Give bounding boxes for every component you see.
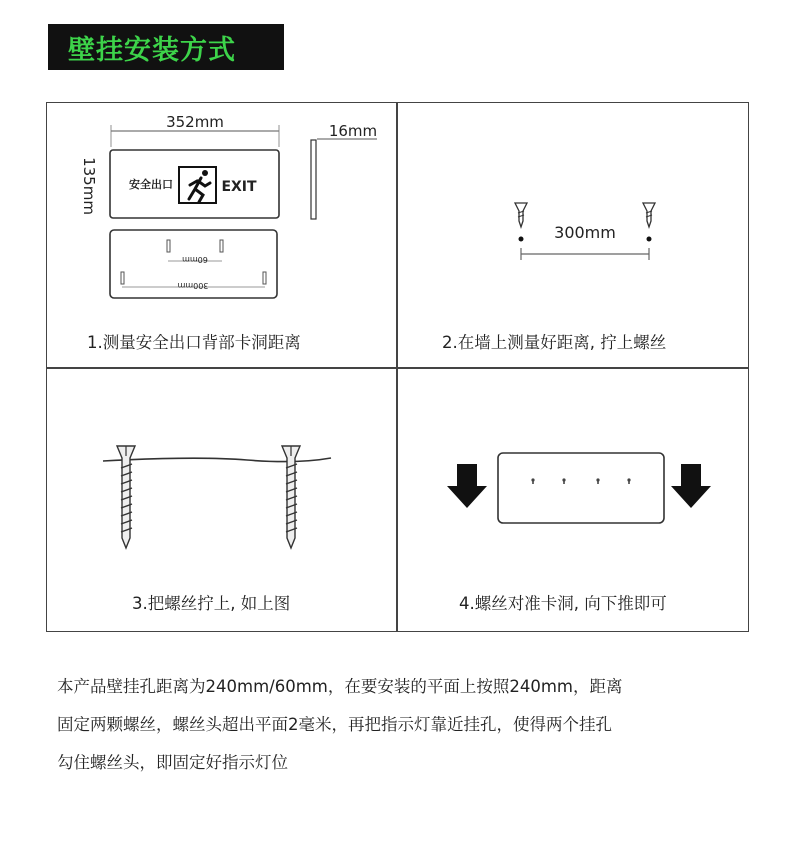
wall-surface xyxy=(103,458,331,462)
step-1-cell xyxy=(47,103,396,367)
sign-cn-text: 安全出口 xyxy=(129,178,173,191)
step-1-diagram xyxy=(47,103,396,367)
step-4-cell xyxy=(397,368,749,632)
step-2-caption: 2.在墙上测量好距离, 拧上螺丝 xyxy=(442,333,667,352)
installation-steps-grid xyxy=(46,102,749,632)
sign-back-panel xyxy=(498,453,664,523)
description-line: 本产品壁挂孔距离为240mm/60mm，在要安装的平面上按照240mm，距离 xyxy=(57,677,623,696)
screw-icon xyxy=(643,203,655,242)
back-label-300: 300mm xyxy=(177,281,209,290)
depth-dimension-label: 16mm xyxy=(328,122,378,140)
sign-en-text: EXIT xyxy=(221,179,257,195)
screw-icon xyxy=(515,203,527,242)
arrow-down-icon xyxy=(671,464,711,508)
section-title xyxy=(48,24,284,70)
description-line: 固定两颗螺丝，螺丝头超出平面2毫米，再把指示灯靠近挂孔，使得两个挂孔 xyxy=(57,715,612,734)
width-dimension-label: 352mm xyxy=(166,113,224,131)
step-3-caption: 3.把螺丝拧上, 如上图 xyxy=(132,594,291,613)
section-title-text: 壁挂安装方式 xyxy=(68,34,236,66)
description-line: 勾住螺丝头，即固定好指示灯位 xyxy=(57,753,288,772)
height-dimension-label: 135mm xyxy=(80,157,98,215)
step-3-cell xyxy=(47,368,396,632)
step-2-diagram xyxy=(397,103,749,367)
distance-label: 300mm xyxy=(554,223,616,242)
step-2-cell xyxy=(397,103,749,367)
back-label-60: 60mm xyxy=(182,255,208,264)
sign-side-view xyxy=(311,140,316,219)
step-4-caption: 4.螺丝对准卡洞, 向下推即可 xyxy=(459,594,667,613)
arrow-down-icon xyxy=(447,464,487,508)
installation-description xyxy=(57,668,747,782)
screw-icon xyxy=(117,446,135,548)
step-1-caption: 1.测量安全出口背部卡洞距离 xyxy=(87,333,301,352)
